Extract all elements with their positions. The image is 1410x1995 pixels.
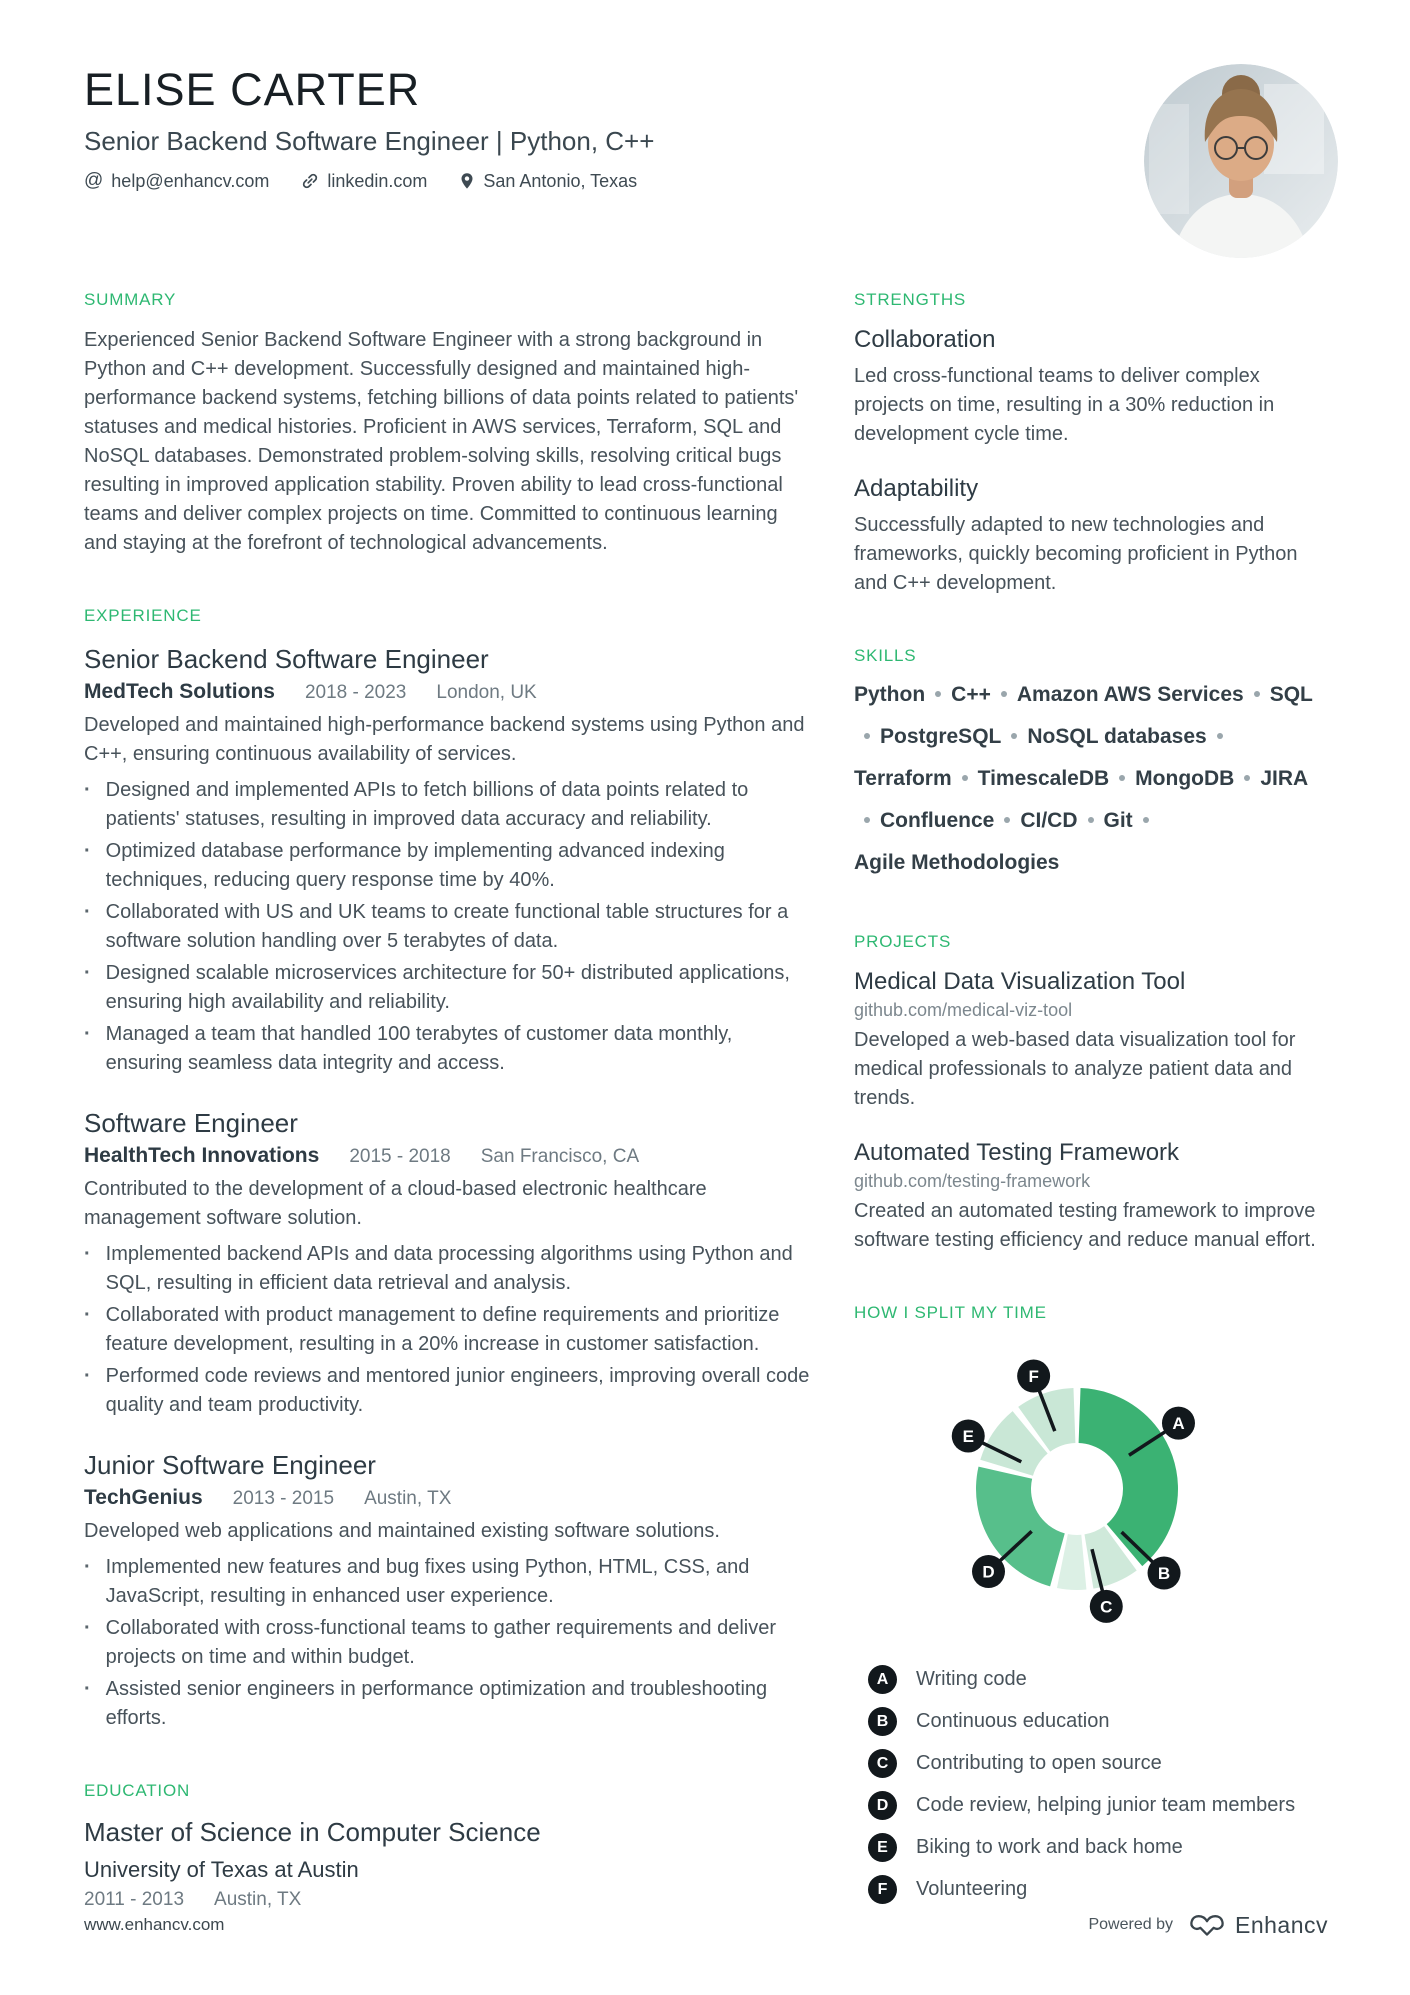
- contact-text: help@enhancv.com: [111, 170, 270, 191]
- job-bullets: [84, 1240, 810, 1420]
- projects-section: [854, 932, 1324, 1255]
- skill-tag: Terraform: [854, 767, 952, 790]
- strength-item: [854, 326, 1324, 449]
- skill-tag: SQL: [1269, 683, 1313, 706]
- legend-row: [868, 1707, 1324, 1736]
- job-title: Junior Software Engineer: [84, 1450, 376, 1480]
- bullet-dot: ·: [84, 962, 91, 984]
- skill-tag: MongoDB: [1135, 767, 1235, 790]
- job-location: San Francisco, CA: [480, 1146, 640, 1167]
- education-meta: [84, 1889, 810, 1911]
- skill-separator-dot: [864, 817, 870, 823]
- bullet-text: Performed code reviews and mentored junior engineers, improving overall code quality and team productivity.: [105, 1365, 810, 1416]
- bullet-text: Designed scalable microservices architecture for 50+ distributed applications, ensuring high availability and reliability.: [105, 962, 790, 1013]
- skill-tag: Git: [1103, 809, 1133, 832]
- strengths-heading: STRENGTHS: [854, 290, 967, 309]
- summary-section: [84, 290, 810, 558]
- skills-list: [854, 674, 1324, 884]
- strength-list: [854, 326, 1324, 598]
- skill-separator-dot: [864, 733, 870, 739]
- skill-tag: CI/CD: [1020, 809, 1078, 832]
- job-bullet: [84, 1675, 810, 1733]
- contact-text: San Antonio, Texas: [483, 170, 638, 191]
- project-description: Developed a web-based data visualization tool for medical professionals to analyze patient data and trends.: [854, 1029, 1296, 1109]
- enhancv-logo: [1187, 1911, 1328, 1939]
- job-title: Senior Backend Software Engineer: [84, 644, 489, 674]
- bullet-dot: ·: [84, 1617, 91, 1639]
- job-dates: 2013 - 2015: [232, 1488, 335, 1509]
- skill-tag: TimescaleDB: [977, 767, 1110, 790]
- bullet-dot: ·: [84, 1304, 91, 1326]
- resume-body: [0, 290, 1410, 1911]
- job-title: Software Engineer: [84, 1108, 298, 1138]
- contact-location[interactable]: [459, 171, 637, 192]
- skill-separator-dot: [1011, 733, 1017, 739]
- company-name: HealthTech Innovations: [84, 1144, 320, 1167]
- project-item: [854, 968, 1324, 1113]
- legend-row: [868, 1665, 1324, 1694]
- job-list: [84, 644, 810, 1733]
- skill-tag: PostgreSQL: [880, 725, 1002, 748]
- skill-tag: Confluence: [880, 809, 995, 832]
- job-bullet: [84, 1240, 810, 1298]
- strengths-section: [854, 290, 1324, 598]
- bullet-dot: ·: [84, 1556, 91, 1578]
- at-icon: @: [84, 170, 104, 191]
- person-name: ELISE CARTER: [84, 64, 421, 115]
- link-icon: [301, 172, 319, 190]
- bullet-text: Implemented new features and bug fixes using Python, HTML, CSS, and JavaScript, resulting in enhanced user experience.: [105, 1556, 750, 1607]
- skill-separator-dot: [935, 691, 941, 697]
- avatar-illustration: [1144, 64, 1338, 258]
- skill-separator-dot: [1088, 817, 1094, 823]
- job-entry: [84, 1108, 810, 1420]
- education-section: [84, 1781, 810, 1911]
- skill-separator-dot: [1143, 817, 1149, 823]
- job-entry: [84, 644, 810, 1078]
- bullet-text: Collaborated with product management to define requirements and prioritize feature development, resulting in a 20% increase in customer satisfaction.: [105, 1304, 780, 1355]
- legend-badge-C: C: [868, 1749, 897, 1778]
- enhancv-logo-icon: [1187, 1911, 1227, 1939]
- job-bullet: [84, 898, 810, 956]
- bullet-dot: ·: [84, 901, 91, 923]
- skill-separator-dot: [1244, 775, 1250, 781]
- skill-tag: NoSQL databases: [1027, 725, 1207, 748]
- experience-section: [84, 606, 810, 1733]
- skill-tag: Amazon AWS Services: [1016, 683, 1244, 706]
- bullet-dot: ·: [84, 1243, 91, 1265]
- job-location: London, UK: [436, 682, 537, 703]
- skills-section: [854, 646, 1324, 884]
- job-dates: 2015 - 2018: [349, 1146, 451, 1167]
- contact-text: linkedin.com: [327, 170, 428, 191]
- donut-label-letter-F: F: [1028, 1367, 1039, 1387]
- bullet-dot: ·: [84, 1023, 91, 1045]
- job-bullet: [84, 1020, 810, 1078]
- job-bullet: [84, 1362, 810, 1420]
- education-heading: EDUCATION: [84, 1781, 191, 1800]
- legend-label: Code review, helping junior team members: [916, 1794, 1296, 1816]
- contact-row: [84, 170, 1328, 192]
- legend-badge-D: D: [868, 1791, 897, 1820]
- skill-separator-dot: [962, 775, 968, 781]
- project-link[interactable]: github.com/medical-viz-tool: [854, 1000, 1073, 1020]
- company-name: MedTech Solutions: [84, 680, 275, 703]
- legend-badge-B: B: [868, 1707, 897, 1736]
- legend-label: Writing code: [916, 1668, 1027, 1690]
- donut-chart-svg: [854, 1329, 1324, 1647]
- right-column: [854, 290, 1324, 1911]
- skill-tag: C++: [951, 683, 991, 706]
- enhancv-site-link[interactable]: www.enhancv.com: [84, 1915, 225, 1934]
- job-meta: [84, 680, 810, 704]
- job-summary: Contributed to the development of a cloud-based electronic healthcare management software solution.: [84, 1178, 707, 1229]
- job-bullet: [84, 776, 810, 834]
- strength-title: Collaboration: [854, 326, 996, 353]
- bullet-text: Managed a team that handled 100 terabytes of customer data monthly, ensuring seamless data integrity and access.: [105, 1023, 733, 1074]
- job-meta: [84, 1144, 810, 1168]
- skill-tag: Python: [854, 683, 926, 706]
- bullet-dot: ·: [84, 840, 91, 862]
- degree-title: Master of Science in Computer Science: [84, 1817, 541, 1847]
- strength-text: Led cross-functional teams to deliver complex projects on time, resulting in a 30% reduction in development cycle time.: [854, 365, 1275, 445]
- enhancv-brand-name: Enhancv: [1234, 1911, 1328, 1938]
- bullet-dot: ·: [84, 1365, 91, 1387]
- legend-label: Continuous education: [916, 1710, 1110, 1732]
- legend-label: Contributing to open source: [916, 1752, 1162, 1774]
- skill-separator-dot: [1119, 775, 1125, 781]
- bullet-text: Designed and implemented APIs to fetch billions of data points related to patients' statuses, resulting in improved data accuracy and reliability.: [105, 779, 749, 830]
- legend-row: [868, 1791, 1324, 1820]
- job-bullets: [84, 1553, 810, 1733]
- company-name: TechGenius: [84, 1486, 203, 1509]
- job-bullet: [84, 1301, 810, 1359]
- donut-label-letter-D: D: [982, 1562, 995, 1582]
- strength-text: Successfully adapted to new technologies and frameworks, quickly becoming proficient in Python and C++ development.: [854, 514, 1298, 594]
- summary-text: Experienced Senior Backend Software Engineer with a strong background in Python and C++ development. Successfully designed and maintained high-performance backend systems, fetching billions of data points related to patients' statuses and medical histories. Proficient in AWS services, Terraform, SQL and NoSQL databases. Demonstrated problem-solving skills, resolving critical bugs resulting in improved application stability. Proven ability to lead cross-functional teams and deliver complex projects on time. Committed to continuous learning and staying at the forefront of technological advancements.: [84, 329, 799, 554]
- skill-tag: JIRA: [1260, 767, 1309, 790]
- legend-row: [868, 1833, 1324, 1862]
- bullet-dot: ·: [84, 779, 91, 801]
- school-name: University of Texas at Austin: [84, 1857, 359, 1882]
- strength-title: Adaptability: [854, 475, 979, 502]
- summary-heading: SUMMARY: [84, 290, 177, 309]
- time-split-section: [854, 1303, 1324, 1904]
- donut-label-letter-B: B: [1157, 1564, 1171, 1584]
- job-location: Austin, TX: [364, 1488, 452, 1509]
- bullet-text: Collaborated with US and UK teams to create functional table structures for a software solution handling over 5 terabytes of data.: [105, 901, 789, 952]
- bullet-text: Implemented backend APIs and data processing algorithms using Python and SQL, resulting in efficient data retrieval and analysis.: [105, 1243, 793, 1294]
- job-entry: [84, 1450, 810, 1733]
- skill-separator-dot: [1001, 691, 1007, 697]
- job-bullets: [84, 776, 810, 1078]
- strength-item: [854, 475, 1324, 598]
- project-list: [854, 968, 1324, 1255]
- skill-separator-dot: [1254, 691, 1260, 697]
- job-summary: Developed web applications and maintained existing software solutions.: [84, 1520, 720, 1542]
- time-split-heading: HOW I SPLIT MY TIME: [854, 1303, 1047, 1322]
- profile-photo: [1144, 64, 1338, 258]
- bullet-text: Assisted senior engineers in performance optimization and troubleshooting efforts.: [105, 1678, 768, 1729]
- bullet-text: Collaborated with cross-functional teams to gather requirements and deliver projects on time and within budget.: [105, 1617, 777, 1668]
- left-column: [84, 290, 810, 1911]
- job-bullet: [84, 959, 810, 1017]
- job-summary: Developed and maintained high-performance backend systems using Python and C++, ensuring continuous availability of services.: [84, 714, 805, 765]
- contact-link[interactable]: [301, 171, 427, 192]
- resume-header: [0, 0, 1410, 192]
- education-dates: 2011 - 2013: [84, 1889, 185, 1910]
- skill-tag: Agile Methodologies: [854, 851, 1060, 874]
- skill-separator-dot: [1217, 733, 1223, 739]
- page-footer: [0, 1911, 1410, 1939]
- time-split-donut-chart: [854, 1329, 1324, 1652]
- project-title: Automated Testing Framework: [854, 1139, 1180, 1166]
- education-location: Austin, TX: [214, 1889, 302, 1910]
- project-description: Created an automated testing framework to improve software testing efficiency and reduce manual effort.: [854, 1200, 1316, 1251]
- projects-heading: PROJECTS: [854, 932, 952, 951]
- legend-badge-F: F: [868, 1875, 897, 1904]
- person-headline: Senior Backend Software Engineer | Python, C++: [84, 126, 655, 156]
- project-link[interactable]: github.com/testing-framework: [854, 1171, 1091, 1191]
- bullet-dot: ·: [84, 1678, 91, 1700]
- project-title: Medical Data Visualization Tool: [854, 968, 1186, 995]
- legend-badge-E: E: [868, 1833, 897, 1862]
- location-icon: [459, 172, 475, 190]
- job-dates: 2018 - 2023: [304, 682, 407, 703]
- project-item: [854, 1139, 1324, 1255]
- experience-heading: EXPERIENCE: [84, 606, 202, 625]
- powered-by-block: [1088, 1911, 1328, 1939]
- powered-by-label: Powered by: [1088, 1916, 1173, 1933]
- donut-label-letter-C: C: [1100, 1597, 1113, 1617]
- bullet-text: Optimized database performance by implementing advanced indexing techniques, reducing query response time by 40%.: [105, 840, 725, 891]
- skill-separator-dot: [1004, 817, 1010, 823]
- donut-label-letter-A: A: [1172, 1414, 1185, 1434]
- job-bullet: [84, 1614, 810, 1672]
- donut-label-letter-E: E: [962, 1426, 974, 1446]
- job-bullet: [84, 1553, 810, 1611]
- legend-row: [868, 1749, 1324, 1778]
- legend-badge-A: A: [868, 1665, 897, 1694]
- contact-at[interactable]: [84, 170, 269, 192]
- job-meta: [84, 1486, 810, 1510]
- job-bullet: [84, 837, 810, 895]
- time-split-legend: [868, 1665, 1324, 1904]
- legend-label: Biking to work and back home: [916, 1836, 1183, 1858]
- skills-heading: SKILLS: [854, 646, 917, 665]
- legend-label: Volunteering: [916, 1878, 1028, 1900]
- legend-row: [868, 1875, 1324, 1904]
